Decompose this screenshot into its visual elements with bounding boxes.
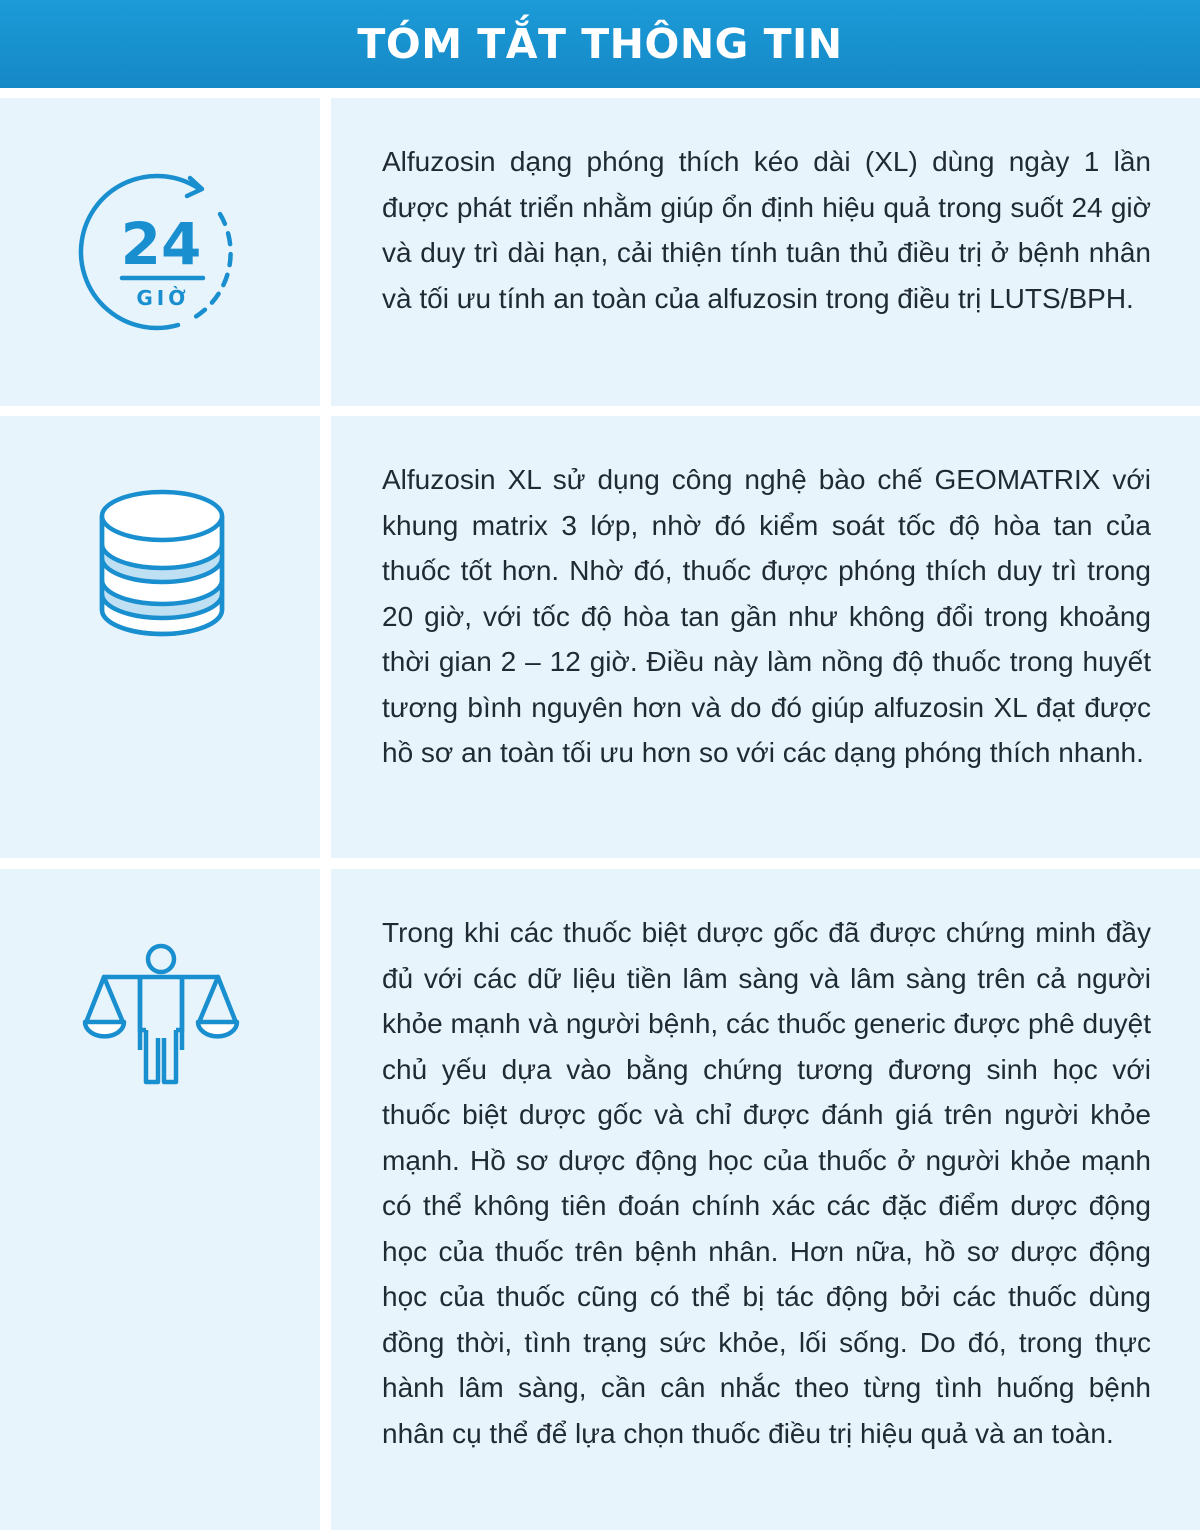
- info-section-2: [0, 416, 1200, 858]
- text-panel: [331, 416, 1200, 858]
- text-panel: [331, 98, 1200, 406]
- page-title: TÓM TẮT THÔNG TIN: [357, 20, 843, 68]
- section-text: Alfuzosin XL sử dụng công nghệ bào chế GEOMATRIX với khung matrix 3 lớp, nhờ đó kiểm soát tốc độ hòa tan của thuốc tốt hơn. Nhờ đó, thuốc được phóng thích duy trì trong 20 giờ, với tốc độ hòa tan gần như không đổi trong khoảng thời gian 2 – 12 giờ. Điều này làm nồng độ thuốc trong huyết tương bình nguyên hơn và do đó giúp alfuzosin XL đạt được hồ sơ an toàn tối ưu hơn so với các dạng phóng thích nhanh.: [382, 464, 1151, 768]
- person-balance-scale-icon: [82, 942, 240, 1090]
- clock-unit: GIỜ: [136, 286, 190, 310]
- text-panel: [331, 869, 1200, 1530]
- section-text: Trong khi các thuốc biệt dược gốc đã được chứng minh đầy đủ với các dữ liệu tiền lâm sàng và lâm sàng trên cả người khỏe mạnh và người bệnh, các thuốc generic được phê duyệt chủ yếu dựa vào bằng chứng tương đương sinh học với thuốc biệt dược gốc và chỉ được đánh giá trên người khỏe mạnh. Hồ sơ dược động học của thuốc ở người khỏe mạnh có thể không tiên đoán chính xác các đặc điểm dược động học của thuốc trên bệnh nhân. Hơn nữa, hồ sơ dược động học của thuốc cũng có thể bị tác động bởi các thuốc dùng đồng thời, tình trạng sức khỏe, lối sống. Do đó, trong thực hành lâm sàng, cần cân nhắc theo từng tình huống bệnh nhân cụ thể để lựa chọn thuốc điều trị hiệu quả và an toàn.: [382, 917, 1151, 1449]
- info-section-3: [0, 869, 1200, 1530]
- clock-24h-icon: [78, 172, 248, 332]
- info-section-1: [0, 98, 1200, 406]
- icon-panel: [0, 98, 320, 406]
- icon-panel: [0, 869, 320, 1530]
- clock-number: 24: [120, 210, 202, 278]
- icon-panel: [0, 416, 320, 858]
- header-banner: [0, 0, 1200, 88]
- layered-tablet-icon: [97, 486, 227, 644]
- section-text: Alfuzosin dạng phóng thích kéo dài (XL) dùng ngày 1 lần được phát triển nhằm giúp ổn định hiệu quả trong suốt 24 giờ và duy trì dài hạn, cải thiện tính tuân thủ điều trị ở bệnh nhân và tối ưu tính an toàn của alfuzosin trong điều trị LUTS/BPH.: [382, 146, 1151, 314]
